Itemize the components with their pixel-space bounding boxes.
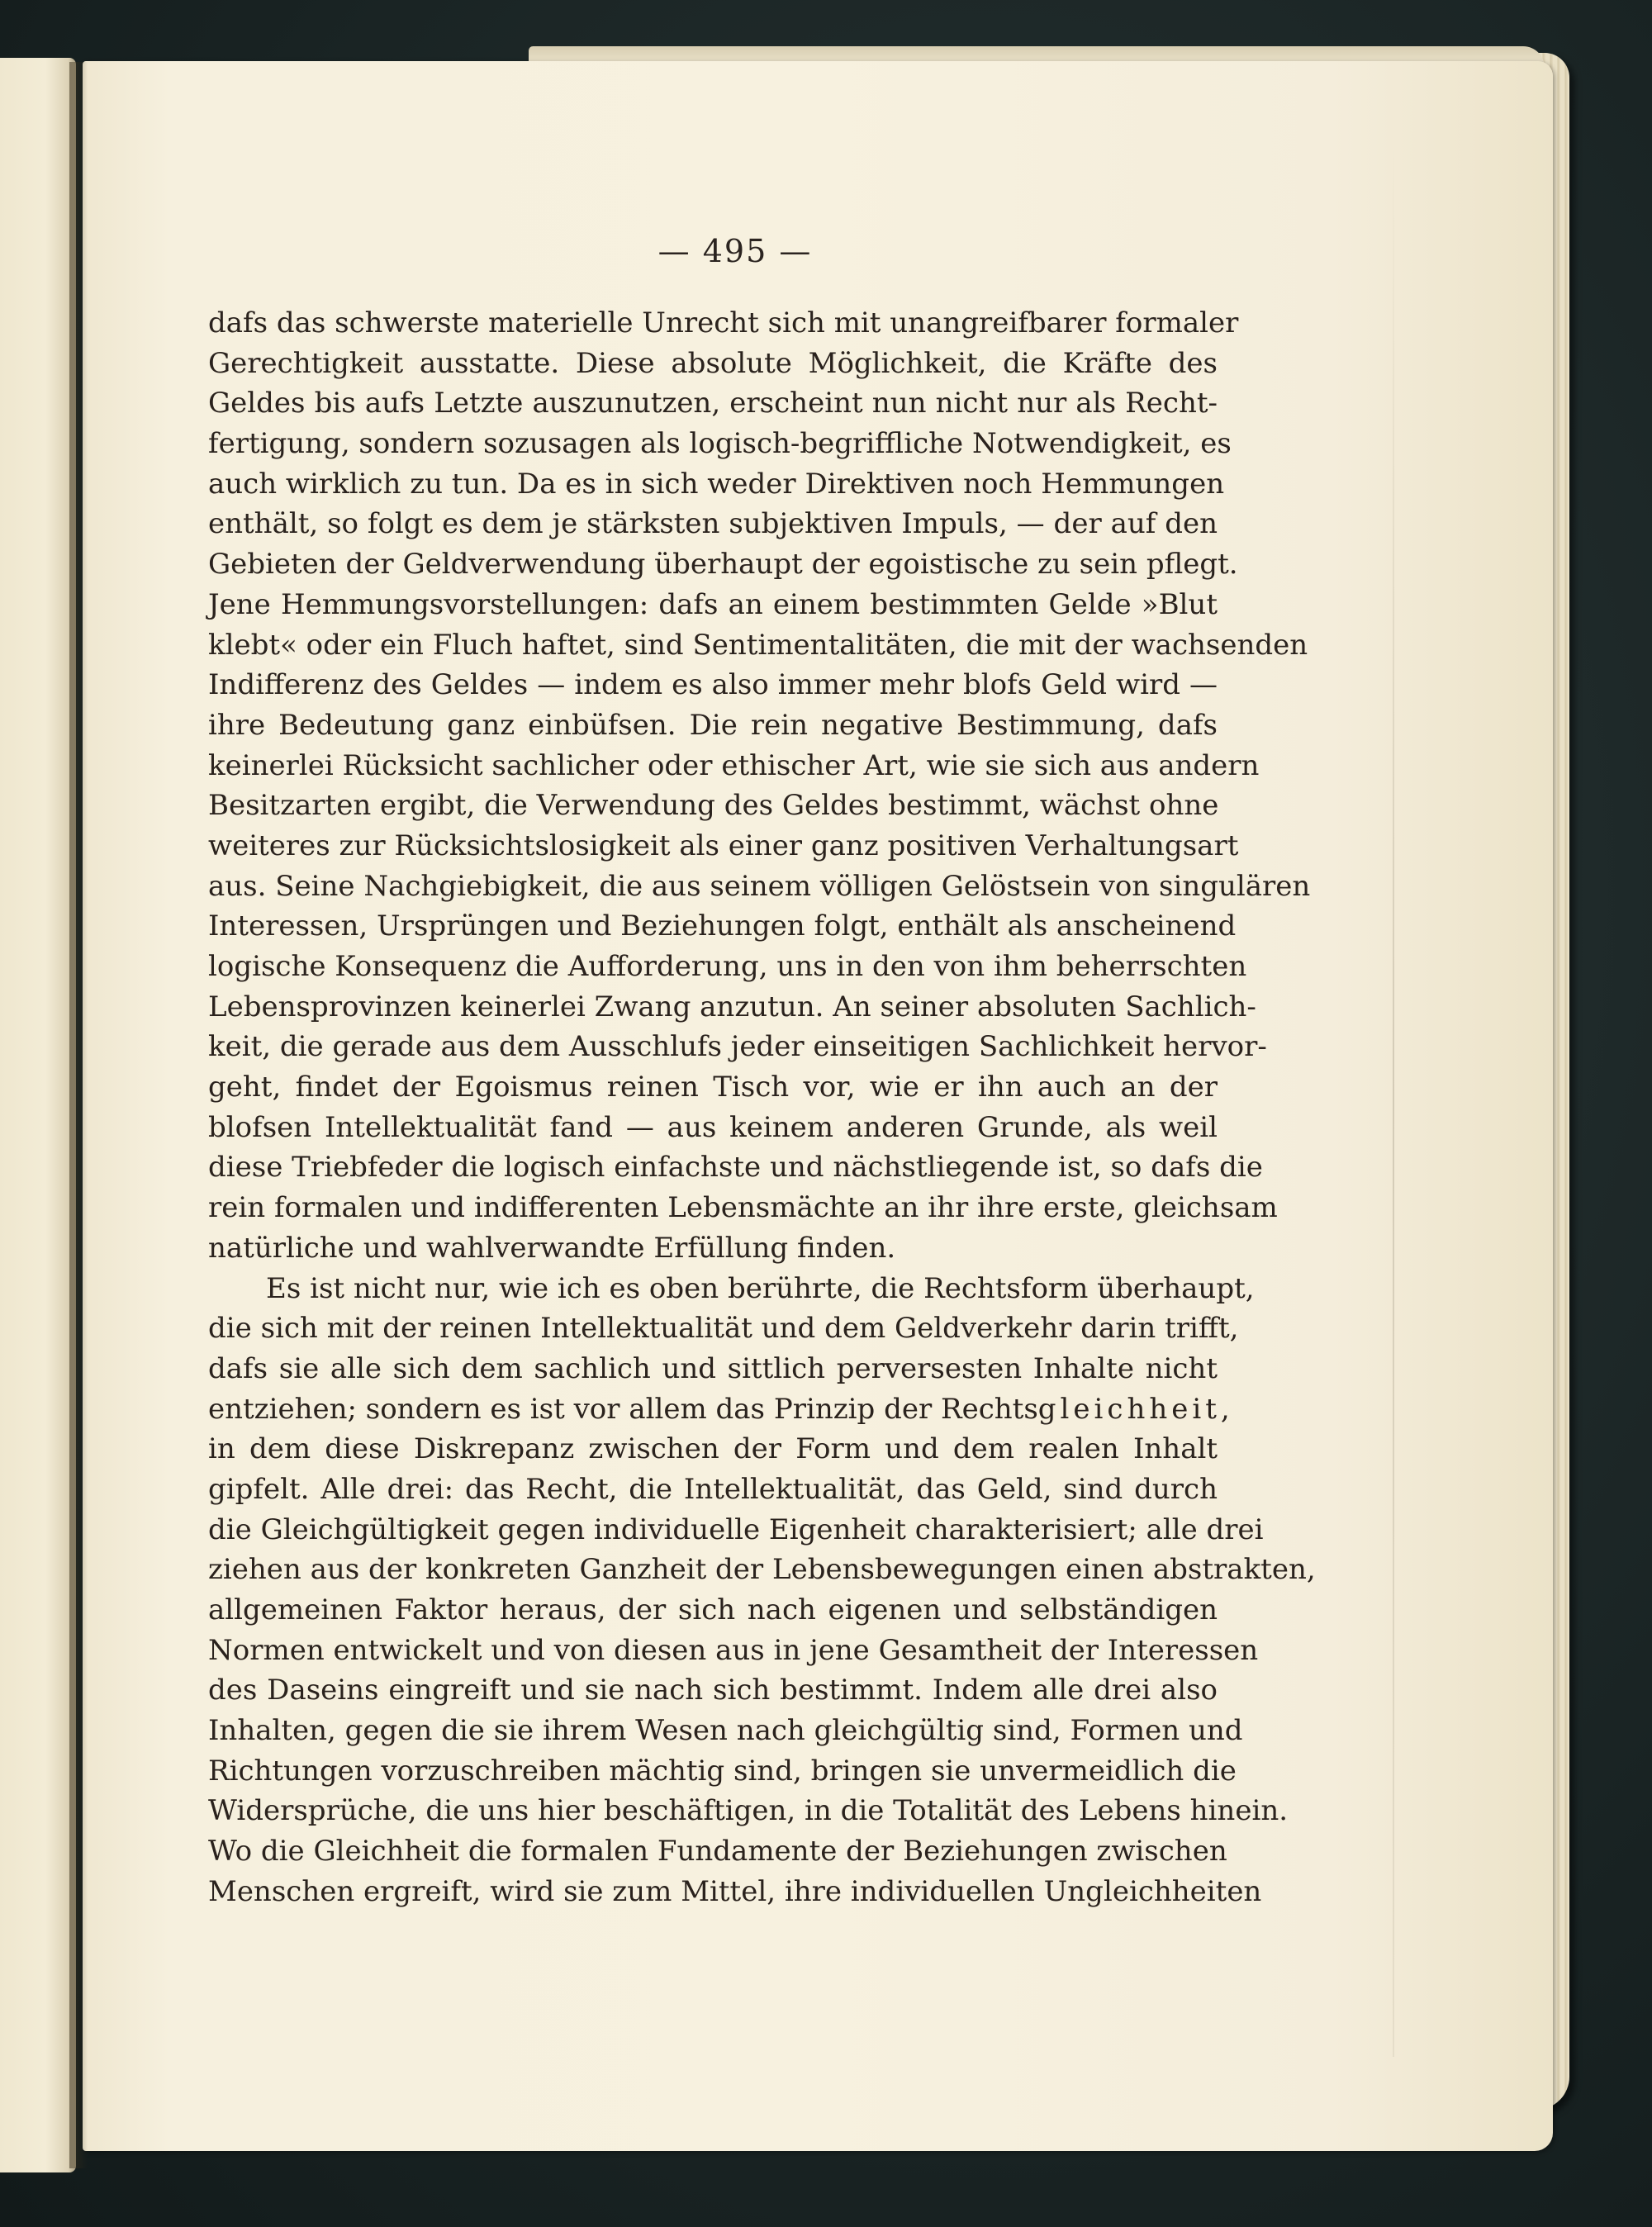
text-line: enthält, so folgt es dem je stärksten subjektiven Impuls, — der auf den	[208, 507, 1218, 541]
text-fragment: entziehen; sondern es ist vor allem das Prinzip der Rechts	[208, 1392, 1038, 1426]
text-line: blofsen Intellektualität fand — aus keinem anderen Grunde, als weil	[208, 1110, 1218, 1144]
text-line: Geldes bis aufs Letzte auszunutzen, erscheint nun nicht nur als Recht-	[208, 387, 1218, 420]
text-line: aus. Seine Nachgiebigkeit, die aus seinem völligen Gelöstsein von singulären	[208, 869, 1311, 903]
text-line: Gerechtigkeit ausstatte. Diese absolute Möglichkeit, die Kräfte des	[208, 346, 1218, 380]
text-line: logische Konsequenz die Aufforderung, uns in den von ihm beherrschten	[208, 950, 1247, 983]
text-line: Es ist nicht nur, wie ich es oben berührte, die Rechtsform überhaupt,	[266, 1271, 1255, 1305]
text-line: Wo die Gleichheit die formalen Fundamente der Beziehungen zwischen	[208, 1835, 1227, 1868]
previous-page-edge	[0, 58, 76, 2172]
text-line: Widersprüche, die uns hier beschäftigen, in die Totalität des Lebens hinein.	[208, 1794, 1289, 1828]
text-line: Lebensprovinzen keinerlei Zwang anzutun. An seiner absoluten Sachlich-	[208, 990, 1256, 1023]
text-line: dafs sie alle sich dem sachlich und sittlich perversesten Inhalte nicht	[208, 1351, 1218, 1385]
text-line: weiteres zur Rücksichtslosigkeit als einer ganz positiven Verhaltungsart	[208, 829, 1239, 862]
text-line: keit, die gerade aus dem Ausschlufs jeder einseitigen Sachlichkeit hervor-	[208, 1030, 1267, 1064]
text-line: rein formalen und indifferenten Lebensmächte an ihr ihre erste, gleichsam	[208, 1191, 1278, 1225]
text-line: in dem diese Diskrepanz zwischen der Form und dem realen Inhalt	[208, 1432, 1218, 1466]
text-line: auch wirklich zu tun. Da es in sich weder Direktiven noch Hemmungen	[208, 467, 1225, 501]
spine-shadow	[69, 62, 88, 2168]
page-margin-line	[1393, 140, 1394, 2057]
text-line: Interessen, Ursprüngen und Beziehungen folgt, enthält als anscheinend	[208, 909, 1237, 943]
text-line: ziehen aus der konkreten Ganzheit der Lebensbewegungen einen abstrakten,	[208, 1553, 1316, 1587]
text-line: Indifferenz des Geldes — indem es also immer mehr blofs Geld wird —	[208, 668, 1218, 702]
page-number: — 495 —	[657, 233, 813, 269]
text-line: klebt« oder ein Fluch haftet, sind Sentimentalitäten, die mit der wachsenden	[208, 628, 1308, 662]
text-line: Besitzarten ergibt, die Verwendung des Geldes bestimmt, wächst ohne	[208, 789, 1219, 823]
text-line: Inhalten, gegen die sie ihrem Wesen nach gleichgültig sind, Formen und	[208, 1714, 1243, 1748]
text-line: keinerlei Rücksicht sachlicher oder ethischer Art, wie sie sich aus andern	[208, 748, 1260, 782]
text-line: geht, findet der Egoismus reinen Tisch vor, wie er ihn auch an der	[208, 1071, 1218, 1104]
text-line: dafs das schwerste materielle Unrecht sich mit unangreifbarer formaler	[208, 306, 1239, 340]
text-line: Jene Hemmungsvorstellungen: dafs an einem bestimmten Gelde »Blut	[208, 587, 1218, 621]
text-line: ihre Bedeutung ganz einbüfsen. Die rein negative Bestimmung, dafs	[208, 708, 1218, 742]
text-line: gipfelt. Alle drei: das Recht, die Intellektualität, das Geld, sind durch	[208, 1472, 1218, 1506]
text-line: fertigung, sondern sozusagen als logisch-begriffliche Notwendigkeit, es	[208, 427, 1232, 461]
text-line: Gebieten der Geldverwendung überhaupt der egoistische zu sein pflegt.	[208, 548, 1238, 582]
emphasized-word: gleichheit,	[1037, 1392, 1234, 1426]
text-line: Normen entwickelt und von diesen aus in jene Gesamtheit der Interessen	[208, 1633, 1259, 1667]
text-line: diese Triebfeder die logisch einfachste und nächstliegende ist, so dafs die	[208, 1151, 1263, 1185]
text-line: die sich mit der reinen Intellektualität und dem Geldverkehr darin trifft,	[208, 1312, 1239, 1346]
text-line: Menschen ergreift, wird sie zum Mittel, ihre individuellen Ungleichheiten	[208, 1874, 1262, 1908]
paragraph-2	[208, 1269, 1316, 1912]
text-line: Richtungen vorzuschreiben mächtig sind, bringen sie unvermeidlich die	[208, 1754, 1237, 1788]
paragraph-1	[208, 303, 1311, 1269]
text-line: natürliche und wahlverwandte Erfüllung finden.	[208, 1231, 896, 1265]
text-line: die Gleichgültigkeit gegen individuelle Eigenheit charakterisiert; alle drei	[208, 1512, 1264, 1546]
text-line: allgemeinen Faktor heraus, der sich nach eigenen und selbständigen	[208, 1593, 1218, 1626]
body-text	[208, 303, 1316, 1912]
text-line-with-emphasis	[208, 1389, 1234, 1430]
text-line: des Daseins eingreift und sie nach sich bestimmt. Indem alle drei also	[208, 1674, 1218, 1707]
